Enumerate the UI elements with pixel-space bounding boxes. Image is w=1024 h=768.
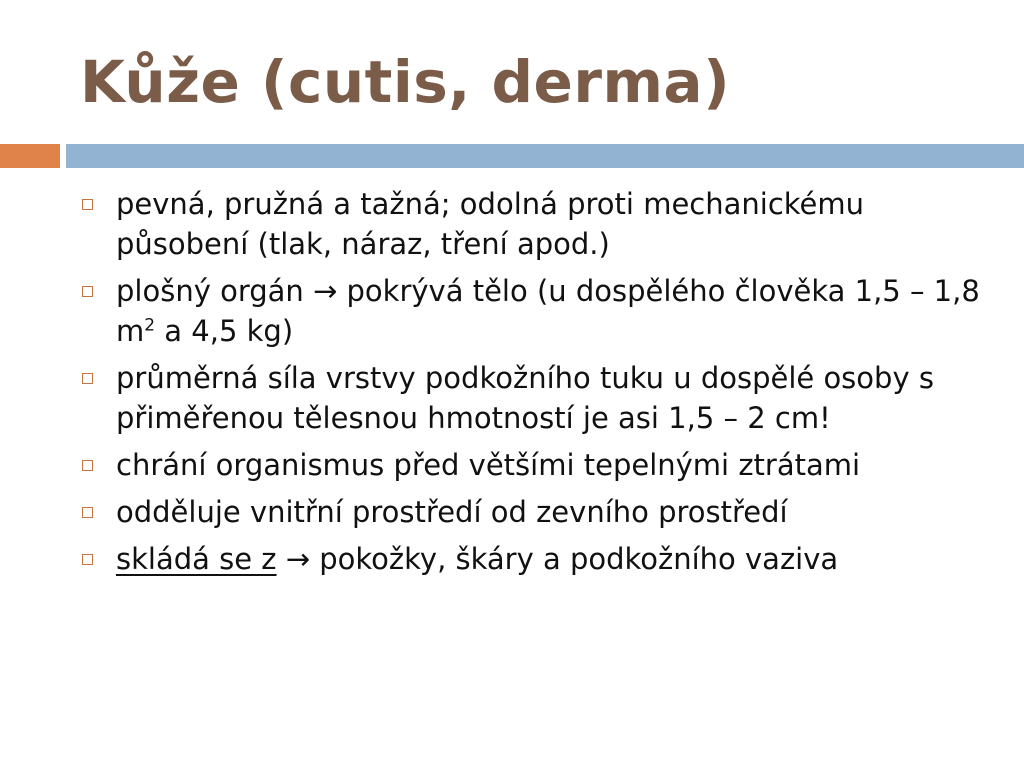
hollow-square-icon <box>82 507 93 518</box>
accent-bar-blue <box>66 144 1024 168</box>
superscript-two: 2 <box>144 315 156 336</box>
hollow-square-icon <box>82 373 93 384</box>
bullet-item-1 <box>82 184 982 264</box>
bullet-text: plošný orgán → pokrývá tělo (u dospělého člověka 1,5 – 1,8 m <box>116 274 980 348</box>
bullet-item-4 <box>82 445 982 485</box>
bullet-text: → pokožky, škáry a podkožního vaziva <box>276 542 839 576</box>
bullet-text: pevná, pružná a tažná; odolná proti mechanickému působení (tlak, náraz, tření apod.) <box>116 187 864 261</box>
bullet-text: odděluje vnitřní prostředí od zevního prostředí <box>116 495 788 529</box>
bullet-text: průměrná síla vrstvy podkožního tuku u dospělé osoby s přiměřenou tělesnou hmotností je asi 1,5 – 2 cm! <box>116 361 934 435</box>
accent-bar-orange <box>0 144 60 168</box>
bullet-list <box>82 184 982 586</box>
bullet-item-6 <box>82 539 982 579</box>
slide-title: Kůže (cutis, derma) <box>80 48 731 116</box>
hollow-square-icon <box>82 199 93 210</box>
bullet-text: chrání organismus před většími tepelnými ztrátami <box>116 448 861 482</box>
hollow-square-icon <box>82 554 93 565</box>
bullet-text-continued: a 4,5 kg) <box>155 314 294 348</box>
bullet-item-5 <box>82 492 982 532</box>
underlined-phrase: skládá se z <box>116 542 277 576</box>
bullet-item-3 <box>82 358 982 438</box>
bullet-item-2 <box>82 271 982 351</box>
hollow-square-icon <box>82 286 93 297</box>
hollow-square-icon <box>82 460 93 471</box>
